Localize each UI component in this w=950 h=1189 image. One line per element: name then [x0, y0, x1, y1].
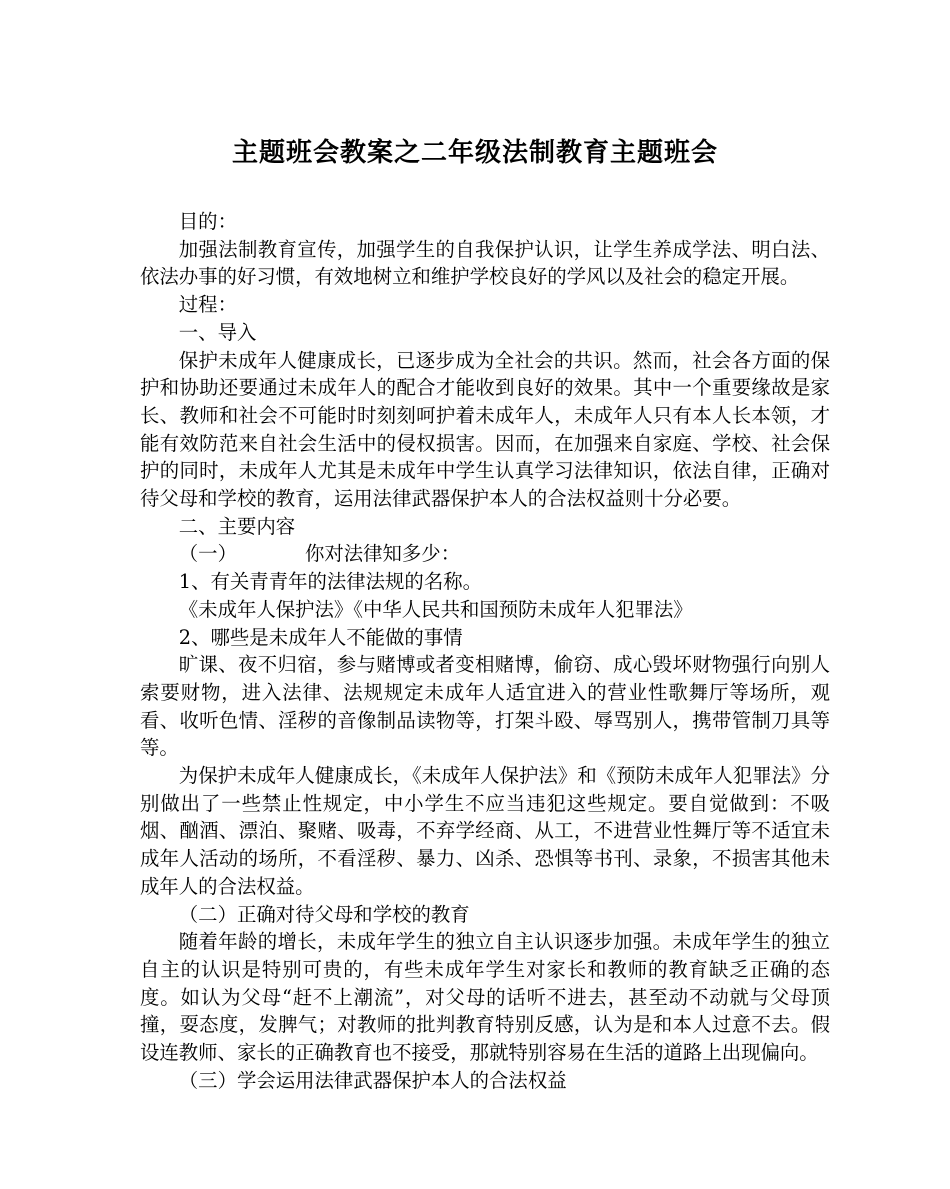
paragraph: 2、哪些是未成年人不能做的事情 [178, 625, 463, 649]
paragraph: （二）正确对待父母和学校的教育 [178, 902, 470, 926]
paragraph: 旷课、夜不归宿，参与赌博或者变相赌博，偷窃、成心毁坏财物强行向别人索要财物，进入法律、法规规定未成年人适宜进入的营业性歌舞厅等场所，观看、收听色情、淫秽的音像制品读物等，打架斗殴、辱骂别人，携带管制刀具等等。 [140, 653, 830, 760]
section-title: 你对法律知多少： [304, 542, 461, 566]
paragraph: 保护未成年人健康成长，已逐步成为全社会的共识。然而，社会各方面的保护和协助还要通过未成年人的配合才能收到良好的效果。其中一个重要缘故是家长、教师和社会不可能时时刻刻呵护着未成年人，未成年人只有本人长本领，才能有效防范来自社会生活中的侵权损害。因而，在加强来自家庭、学校、社会保护的同时，未成年人尤其是未成年中学生认真学习法律知识，依法自律，正确对待父母和学校的教育，运用法律武器保护本人的合法权益则十分必要。 [140, 348, 830, 511]
paragraph: 二、主要内容 [178, 514, 296, 538]
paragraph: （三）学会运用法律武器保护本人的合法权益 [178, 1068, 567, 1092]
paragraph: 一、导入 [178, 320, 257, 344]
paragraph: 1、有关青青年的法律法规的名称。 [178, 570, 482, 594]
paragraph: 随着年龄的增长，未成年学生的独立自主认识逐步加强。未成年学生的独立自主的认识是特别可贵的，有些未成年学生对家长和教师的教育缺乏正确的态度。如认为父母“赶不上潮流”，对父母的话听不进去，甚至动不动就与父母顶撞，耍态度，发脾气；对教师的批判教育特别反感，认为是和本人过意不去。假设连教师、家长的正确教育也不接受，那就特别容易在生活的道路上出现偏向。 [140, 930, 830, 1065]
paragraph: 过程： [178, 293, 237, 317]
section-number: （一） [178, 542, 237, 566]
document-body [140, 208, 830, 1095]
paragraph: 目的： [178, 210, 237, 233]
section-heading [140, 540, 830, 568]
paragraph: 加强法制教育宣传，加强学生的自我保护认识，让学生养成学法、明白法、依法办事的好习惯，有效地树立和维护学校良好的学风以及社会的稳定开展。 [140, 237, 830, 289]
document-title: 主题班会教案之二年级法制教育主题班会 [231, 138, 718, 168]
paragraph: 《未成年人保护法》《中华人民共和国预防未成年人犯罪法》 [178, 597, 693, 621]
paragraph: 为保护未成年人健康成长，《未成年人保护法》和《预防未成年人犯罪法》分别做出了一些禁止性规定，中小学生不应当违犯这些规定。要自觉做到：不吸烟、酗酒、漂泊、聚赌、吸毒，不弃学经商、从工，不进营业性舞厅等不适宜未成年人活动的场所，不看淫秽、暴力、凶杀、恐惧等书刊、录象，不损害其他未成年人的合法权益。 [140, 764, 830, 898]
